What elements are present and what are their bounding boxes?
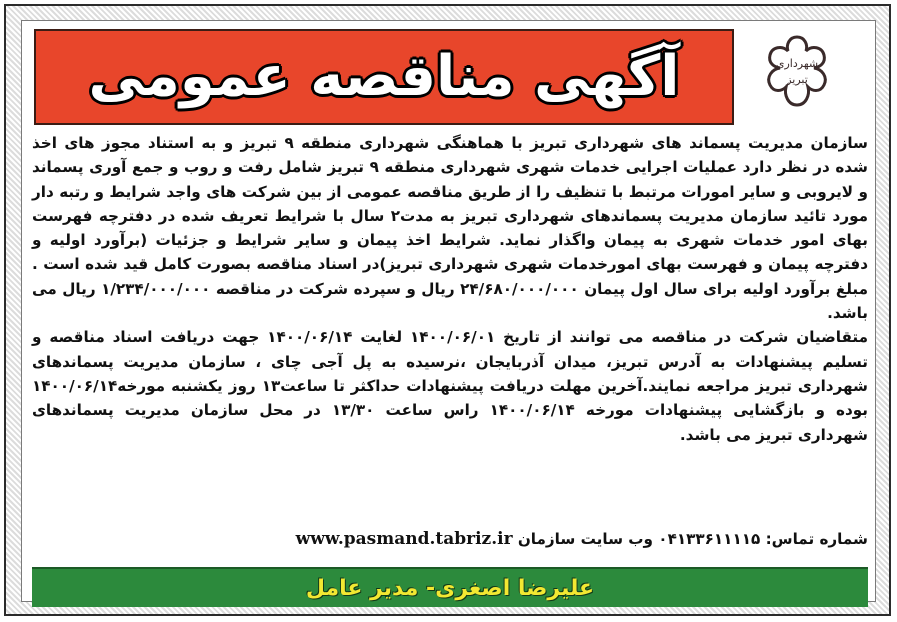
notice-body xyxy=(32,131,868,447)
notice-panel xyxy=(21,20,876,602)
notice-paragraph-1: سازمان مدیریت پسماند های شهرداری تبریز با هماهنگی شهرداری منطقه ۹ تبریز و به استناد مجوز های اخذ شده در نظر دارد عملیات اجرایی خدمات شهری شهرداری منطقه ۹ تبریز شامل رفت و روب و جمع آوری پسماند و لایروبی و سایر امورات مرتبط با تنظیف را از طریق مناقصه عمومی از بین شرکت های واجد شرایط و رتبه دار مورد تائید سازمان مدیریت پسماندهای شهرداری تبریز به مدت۲ سال با شرایط تعریف شده در دفترچه فهرست بهای امور خدمات شهری به پیمان واگذار نماید. شرایط اخذ پیمان و سایر شرایط و جزئیات (برآورد اولیه و دفترچه پیمان و فهرست بهای امورخدمات شهری شهرداری تبریز)در اسناد مناقصه بصورت کامل قید شده است . مبلغ برآورد اولیه برای سال اول پیمان ۲۴/۶۸۰/۰۰۰/۰۰۰ ریال و سپرده شرکت در مناقصه ۱/۲۳۴/۰۰۰/۰۰۰ ریال می باشد. xyxy=(32,134,868,323)
notice-frame xyxy=(4,4,891,616)
website-label: وب سایت سازمان xyxy=(517,530,653,548)
notice-title: آگهی مناقصه عمومی xyxy=(88,44,680,109)
flower-emblem-icon xyxy=(769,37,826,105)
header-banner xyxy=(34,29,734,125)
tabriz-municipality-logo xyxy=(742,31,852,123)
contact-line xyxy=(32,529,868,549)
logo-line2: تبریز xyxy=(786,73,808,86)
signatory-name: علیرضا اصغری- مدیر عامل xyxy=(305,575,595,601)
website-link[interactable]: www.pasmand.tabriz.ir xyxy=(295,529,513,549)
phone-number: ۰۴۱۳۳۶۱۱۱۱۵ xyxy=(658,530,761,548)
notice-paragraph-2: متقاضیان شرکت در مناقصه می توانند از تاریخ ۱۴۰۰/۰۶/۰۱ لغایت ۱۴۰۰/۰۶/۱۴ جهت دریافت اسناد مناقصه و تسلیم پیشنهادات به آدرس تبریز، میدان آذربایجان ،نرسیده به پل آجی چای ، سازمان مدیریت پسماندهای شهرداری تبریز مراجعه نمایند.آخرین مهلت دریافت پیشنهادات حداکثر تا ساعت۱۳ روز یکشنبه مورخه۱۴۰۰/۰۶/۱۴ بوده و بازگشایی پیشنهادات مورخه ۱۴۰۰/۰۶/۱۴ راس ساعت ۱۳/۳۰ در محل سازمان مدیریت پسماندهای شهرداری تبریز می باشد. xyxy=(32,328,869,444)
footer-banner xyxy=(32,567,868,607)
logo-line1: شهرداری xyxy=(775,57,819,70)
phone-label: شماره تماس: xyxy=(765,530,868,548)
